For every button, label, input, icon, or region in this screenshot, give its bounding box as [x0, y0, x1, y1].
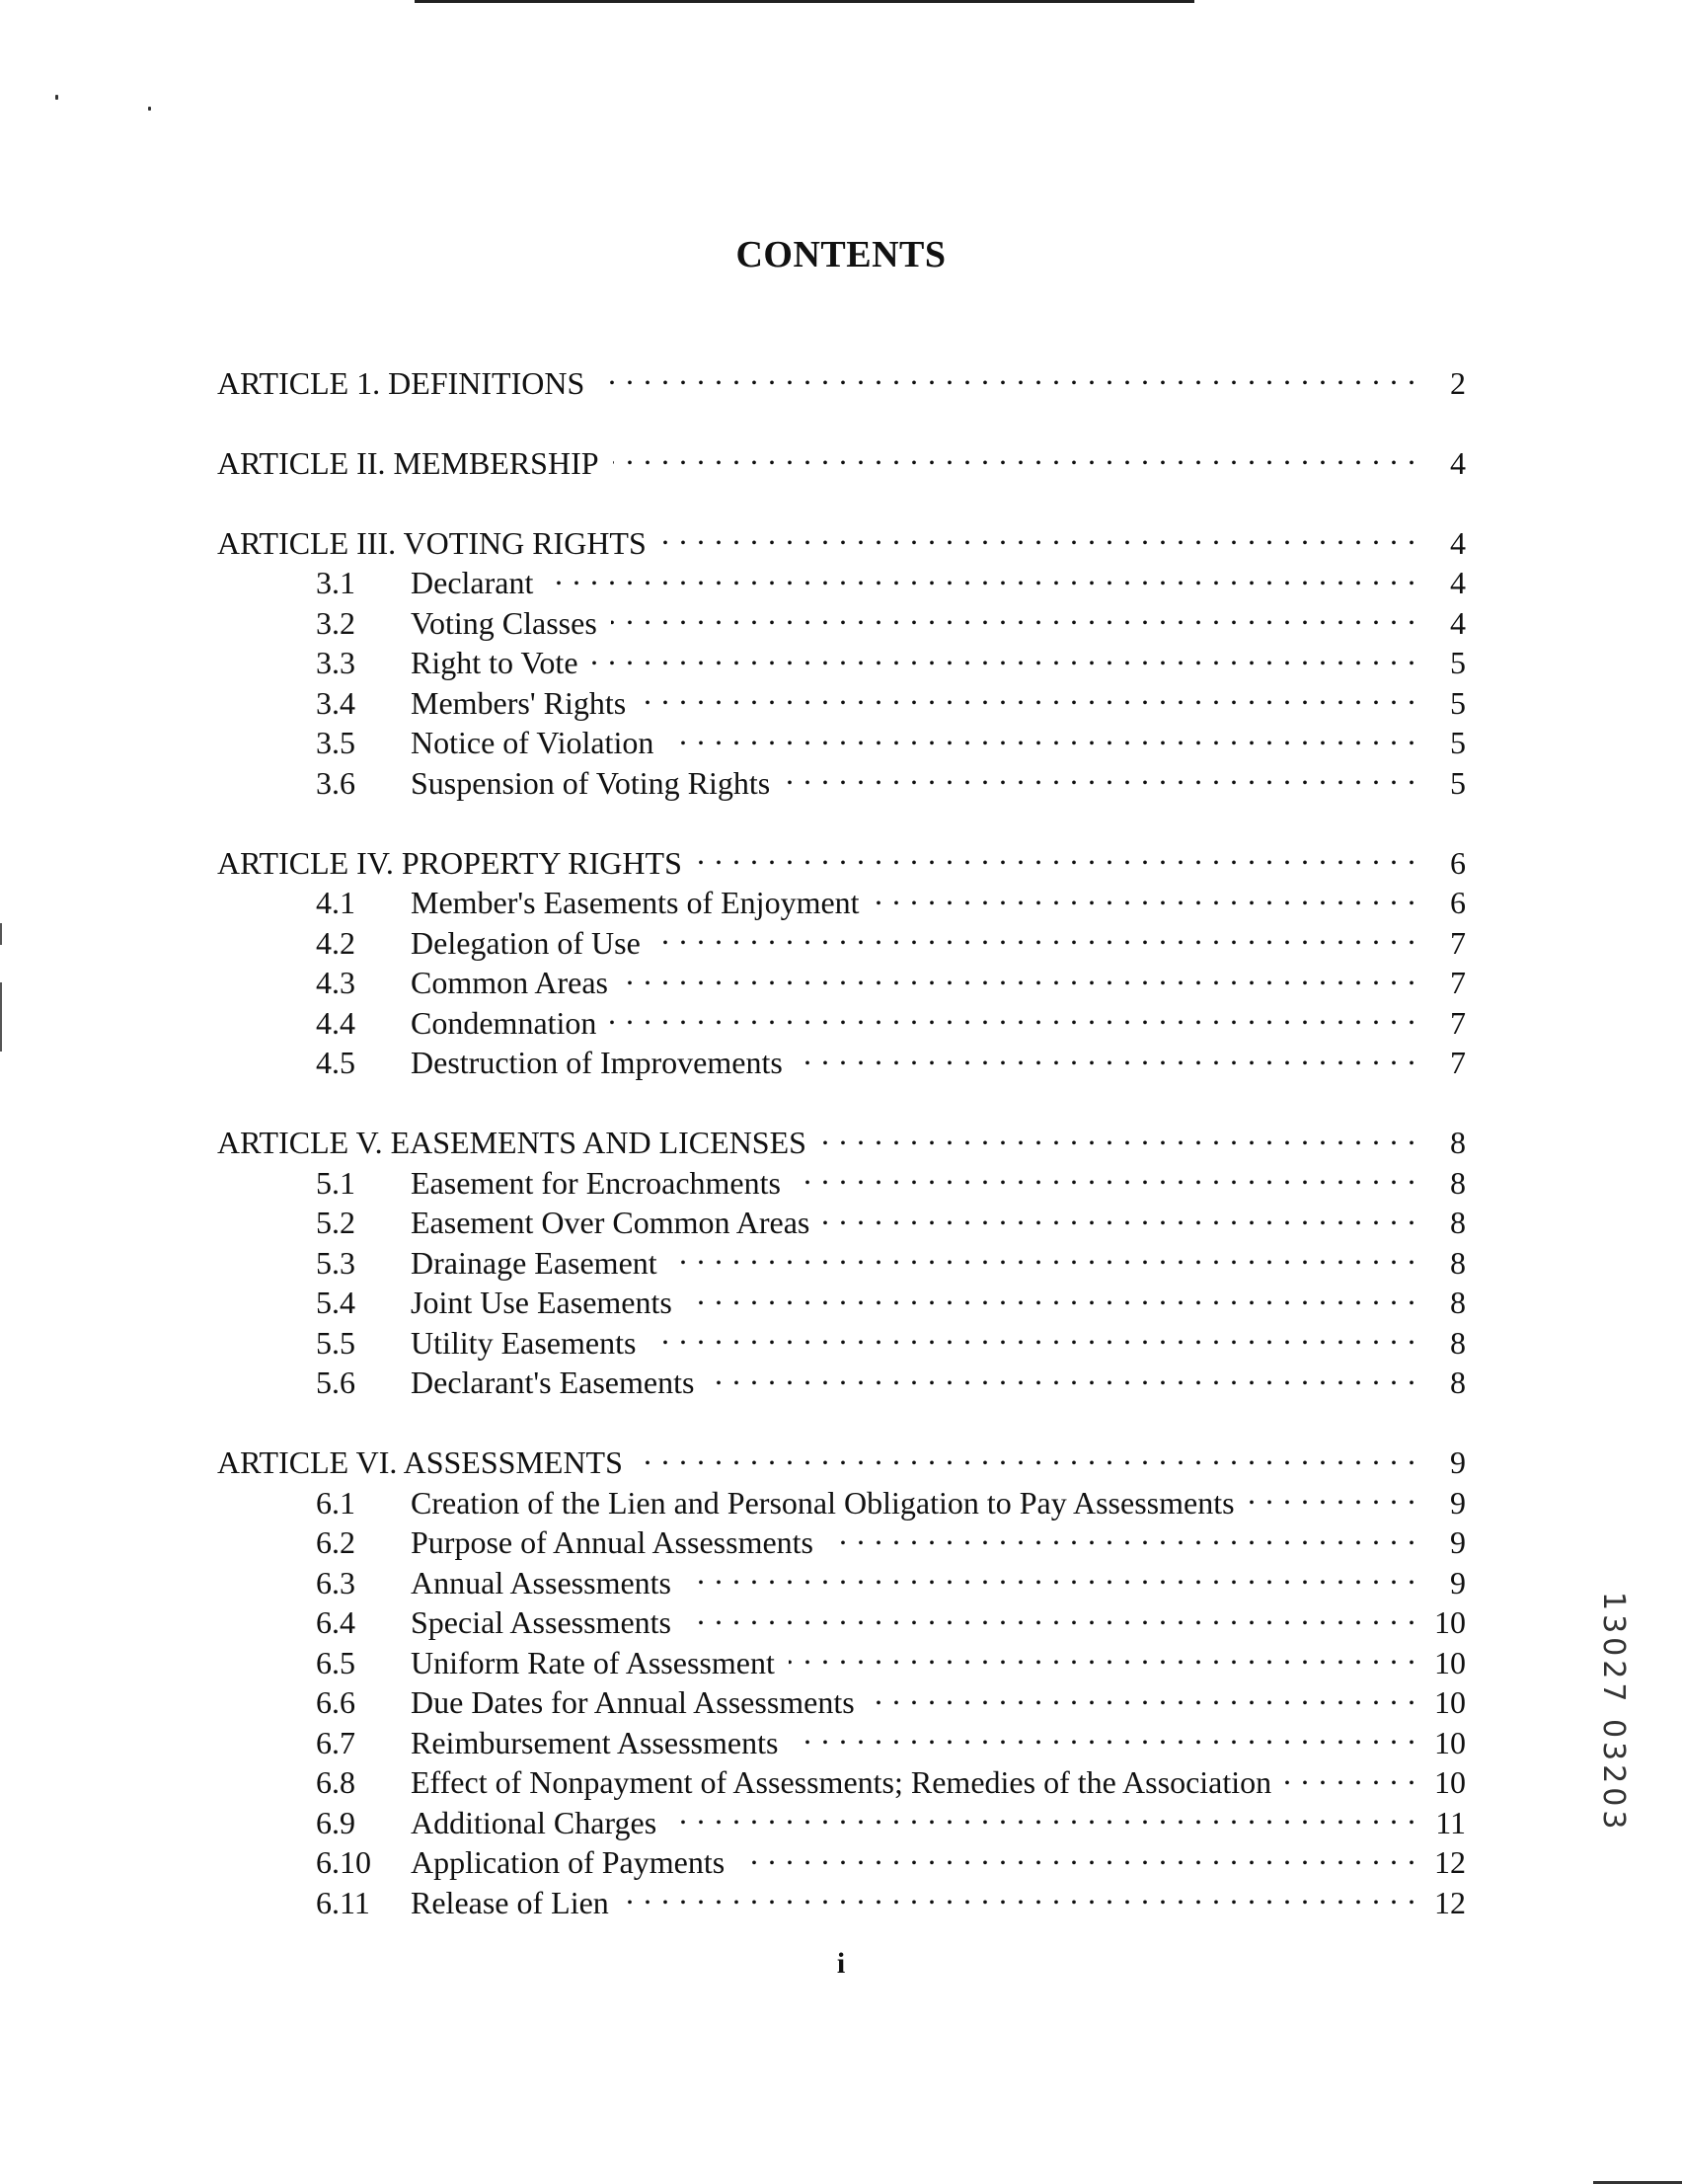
section-title: Effect of Nonpayment of Assessments; Remedies of the Association — [411, 1764, 1272, 1800]
dot-leader — [613, 433, 1416, 474]
page-ref: 6 — [1450, 885, 1466, 920]
dot-leader — [789, 1633, 1416, 1674]
section-number: 6.5 — [316, 1644, 355, 1680]
page-ref: 4 — [1450, 444, 1466, 481]
section-number: 6.9 — [316, 1804, 355, 1840]
dot-leader — [685, 1553, 1416, 1594]
toc-article-row[interactable] — [217, 353, 1466, 401]
section-title: Common Areas — [411, 965, 608, 1000]
scan-speck — [55, 95, 58, 100]
page-ref: 8 — [1450, 1285, 1466, 1320]
dot-leader — [738, 1833, 1416, 1874]
dot-leader — [795, 1153, 1416, 1194]
dot-leader — [708, 1354, 1416, 1394]
section-title: Destruction of Improvements — [411, 1045, 783, 1080]
page-ref: 5 — [1450, 725, 1466, 760]
section-number: 3.2 — [316, 604, 355, 641]
dot-leader — [686, 1274, 1416, 1314]
article-label: ARTICLE III. VOTING RIGHTS — [217, 524, 647, 561]
section-title: Drainage Easement — [411, 1244, 657, 1281]
toc-article-row[interactable] — [217, 433, 1466, 481]
dot-leader — [611, 593, 1416, 634]
dot-leader — [660, 513, 1416, 554]
section-number: 5.2 — [316, 1205, 355, 1240]
page-ref: 6 — [1450, 844, 1466, 881]
article-label: ARTICLE 1. DEFINITIONS — [217, 364, 585, 401]
section-title: Voting Classes — [411, 604, 597, 641]
section-number: 6.7 — [316, 1724, 355, 1760]
section-title: Notice of Violation — [411, 725, 654, 760]
section-number: 5.3 — [316, 1244, 355, 1281]
page-ref: 8 — [1450, 1324, 1466, 1361]
table-of-contents — [217, 353, 1466, 1953]
dot-leader — [637, 1434, 1416, 1474]
section-number: 3.5 — [316, 725, 355, 760]
section-title: Condemnation — [411, 1004, 597, 1041]
section-title: Uniform Rate of Assessment — [411, 1644, 775, 1680]
section-title: Creation of the Lien and Personal Obligation to Pay Assessments — [411, 1484, 1235, 1521]
toc-article — [217, 513, 1466, 801]
toc-article-row[interactable] — [217, 1114, 1466, 1160]
toc-article — [217, 1114, 1466, 1400]
page-ref: 9 — [1450, 1524, 1466, 1560]
dot-leader — [827, 1514, 1416, 1554]
section-title: Declarant's Easements — [411, 1365, 695, 1400]
page-ref: 9 — [1450, 1484, 1466, 1521]
section-number: 5.4 — [316, 1285, 355, 1320]
section-number: 6.8 — [316, 1764, 355, 1800]
toc-article — [217, 353, 1466, 401]
recording-stamp — [1579, 1592, 1639, 1858]
section-title: Utility Easements — [411, 1324, 637, 1361]
dot-leader — [696, 833, 1416, 874]
toc-article-row[interactable] — [217, 1434, 1466, 1480]
page-ref: 7 — [1450, 1045, 1466, 1080]
section-title: Easement for Encroachments — [411, 1164, 781, 1201]
page-ref: 5 — [1450, 645, 1466, 680]
dot-leader — [869, 1674, 1416, 1714]
section-number: 4.4 — [316, 1004, 355, 1041]
page-ref: 11 — [1435, 1804, 1466, 1840]
section-number: 6.2 — [316, 1524, 355, 1560]
section-number: 4.2 — [316, 924, 355, 961]
page-ref: 10 — [1434, 1684, 1466, 1720]
page-ref: 10 — [1434, 1604, 1466, 1640]
section-title: Annual Assessments — [411, 1564, 671, 1600]
section-number: 6.11 — [316, 1884, 370, 1920]
section-number: 6.10 — [316, 1844, 371, 1880]
section-title: Joint Use Easements — [411, 1285, 672, 1320]
section-title: Member's Easements of Enjoyment — [411, 885, 860, 920]
toc-article — [217, 1434, 1466, 1920]
page-ref: 10 — [1434, 1764, 1466, 1800]
dot-leader — [622, 954, 1416, 994]
scan-edge-mark — [0, 923, 2, 945]
dot-leader — [820, 1114, 1416, 1154]
dot-leader — [592, 634, 1416, 674]
dot-leader — [610, 993, 1416, 1034]
page-ref: 8 — [1450, 1164, 1466, 1201]
section-number: 6.3 — [316, 1564, 355, 1600]
section-number: 5.5 — [316, 1324, 355, 1361]
page-ref: 5 — [1450, 764, 1466, 801]
dot-leader — [792, 1713, 1416, 1754]
toc-article-row[interactable] — [217, 833, 1466, 881]
dot-leader — [670, 1793, 1416, 1833]
section-number: 3.3 — [316, 645, 355, 680]
dot-leader — [823, 1194, 1416, 1234]
section-title: Suspension of Voting Rights — [411, 764, 771, 801]
page-ref: 9 — [1450, 1564, 1466, 1600]
dot-leader — [685, 1594, 1416, 1634]
dot-leader — [667, 714, 1416, 754]
section-title: Additional Charges — [411, 1804, 657, 1840]
page-ref: 8 — [1450, 1125, 1466, 1160]
page-ref: 10 — [1434, 1644, 1466, 1680]
page-ref: 7 — [1450, 965, 1466, 1000]
dot-leader — [1285, 1754, 1416, 1794]
section-title: Right to Vote — [411, 645, 578, 680]
page-ref: 2 — [1450, 364, 1466, 401]
section-number: 6.1 — [316, 1484, 355, 1521]
section-number: 5.6 — [316, 1365, 355, 1400]
scan-edge-mark — [0, 982, 2, 1052]
page-title: CONTENTS — [735, 234, 947, 275]
section-title: Due Dates for Annual Assessments — [411, 1684, 855, 1720]
section-number: 3.6 — [316, 764, 355, 801]
page-ref: 12 — [1434, 1884, 1466, 1920]
section-number: 4.3 — [316, 965, 355, 1000]
toc-article — [217, 833, 1466, 1080]
section-title: Declarant — [411, 565, 534, 600]
section-title: Application of Payments — [411, 1844, 726, 1880]
article-label: ARTICLE VI. ASSESSMENTS — [217, 1444, 623, 1480]
article-label: ARTICLE IV. PROPERTY RIGHTS — [217, 844, 682, 881]
section-number: 5.1 — [316, 1164, 355, 1201]
dot-leader — [654, 913, 1416, 954]
page-number: i — [836, 1947, 846, 1980]
article-label: ARTICLE II. MEMBERSHIP — [217, 444, 599, 481]
section-title: Purpose of Annual Assessments — [411, 1524, 813, 1560]
page-ref: 8 — [1450, 1244, 1466, 1281]
section-title: Easement Over Common Areas — [411, 1205, 810, 1240]
page-ref: 7 — [1450, 1004, 1466, 1041]
page-ref: 4 — [1450, 604, 1466, 641]
section-title: Reimbursement Assessments — [411, 1724, 779, 1760]
dot-leader — [874, 874, 1416, 914]
page-ref: 8 — [1450, 1365, 1466, 1400]
dot-leader — [1249, 1473, 1416, 1514]
toc-article-row[interactable] — [217, 513, 1466, 561]
dot-leader — [623, 1873, 1416, 1913]
section-number: 6.6 — [316, 1684, 355, 1720]
article-label: ARTICLE V. EASEMENTS AND LICENSES — [217, 1125, 806, 1160]
top-scan-rule — [415, 0, 1194, 3]
section-number: 6.4 — [316, 1604, 355, 1640]
section-title: Release of Lien — [411, 1884, 609, 1920]
recording-stamp-text: 13027 03203 — [1596, 1592, 1631, 1833]
dot-leader — [671, 1233, 1416, 1274]
section-number: 3.4 — [316, 684, 355, 721]
scan-speck — [148, 107, 151, 111]
dot-leader — [547, 554, 1416, 594]
section-number: 4.1 — [316, 885, 355, 920]
section-title: Members' Rights — [411, 684, 627, 721]
section-title: Special Assessments — [411, 1604, 671, 1640]
page-ref: 4 — [1450, 524, 1466, 561]
page-ref: 5 — [1450, 684, 1466, 721]
page-ref: 4 — [1450, 565, 1466, 600]
page-ref: 7 — [1450, 924, 1466, 961]
section-title: Delegation of Use — [411, 924, 641, 961]
section-number: 3.1 — [316, 565, 355, 600]
section-number: 4.5 — [316, 1045, 355, 1080]
page-ref: 10 — [1434, 1724, 1466, 1760]
dot-leader — [650, 1313, 1416, 1354]
page-ref: 12 — [1434, 1844, 1466, 1880]
page-ref: 9 — [1450, 1444, 1466, 1480]
dot-leader — [797, 1034, 1416, 1074]
dot-leader — [640, 673, 1416, 714]
page-ref: 8 — [1450, 1205, 1466, 1240]
toc-article — [217, 433, 1466, 481]
dot-leader — [784, 753, 1416, 794]
dot-leader — [598, 353, 1416, 394]
